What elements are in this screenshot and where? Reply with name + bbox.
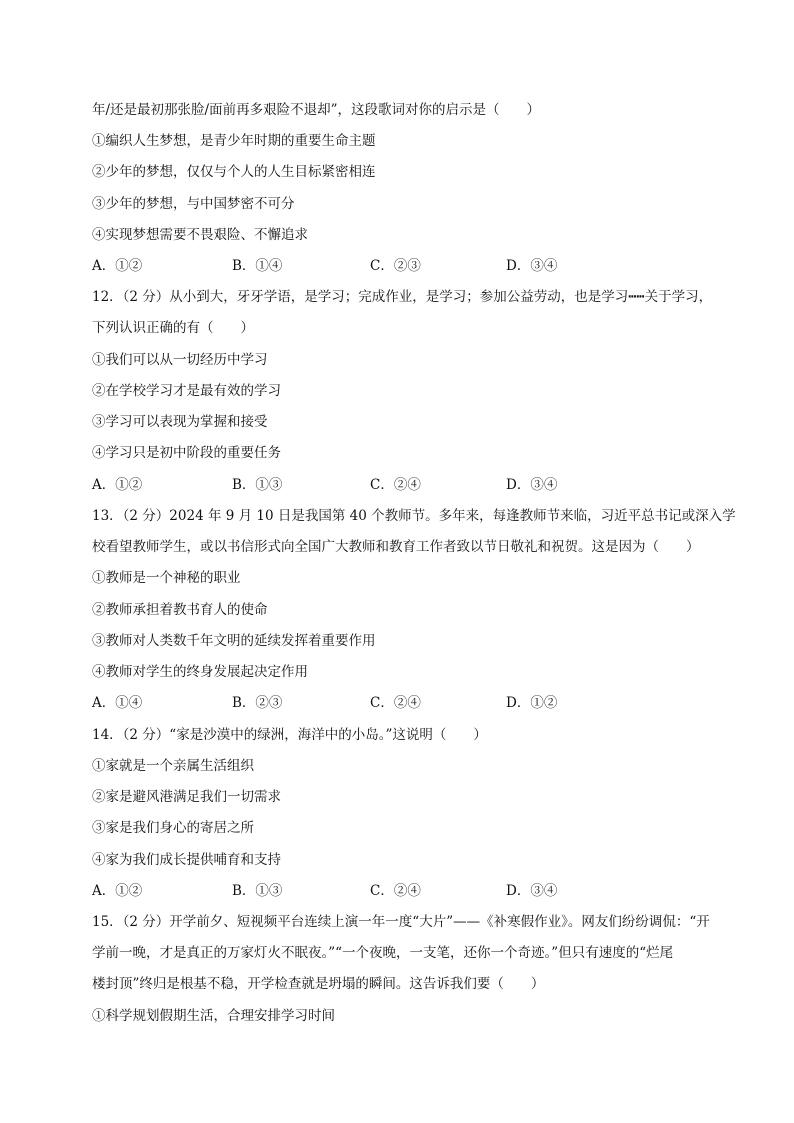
q12-choice-c[interactable]: C．②④ [370,477,421,493]
q12-choices [92,475,712,495]
q14-item-4: ④家为我们成长提供哺育和支持 [92,852,281,868]
q11-choice-c[interactable]: C．②③ [370,258,421,274]
q15-stem-line-3: 楼封顶”终归是根基不稳，开学检查就是坍塌的瞬间。这告诉我们要（ ） [92,976,545,992]
q14-choice-c[interactable]: C．②④ [370,883,421,899]
q11-item-4: ④实现梦想需要不畏艰险、不懈追求 [92,227,308,243]
q14-stem-line-1: 14．（2 分）“家是沙漠中的绿洲，海洋中的小岛。”这说明（ ） [92,727,487,743]
q13-choice-b[interactable]: B．②③ [232,695,283,711]
q14-choice-d[interactable]: D．③④ [506,883,558,899]
q12-stem-line-1: 12．（2 分）从小到大，牙牙学语，是学习；完成作业，是学习；参加公益劳动，也是学习┅┅关于学习， [92,289,713,305]
q12-choice-d[interactable]: D．③④ [506,477,558,493]
q13-item-2: ②教师承担着教书育人的使命 [92,602,268,618]
q12-item-3: ③学习可以表现为掌握和接受 [92,414,268,430]
q13-choice-c[interactable]: C．②④ [370,695,421,711]
q11-item-3: ③少年的梦想，与中国梦密不可分 [92,196,295,212]
q11-stem-continuation: 年/还是最初那张脸/面前再多艰险不退却”，这段歌词对你的启示是（ ） [92,102,540,118]
q12-item-1: ①我们可以从一切经历中学习 [92,352,268,368]
q13-item-4: ④教师对学生的终身发展起决定作用 [92,664,308,680]
q15-stem-line-1: 15．（2 分）开学前夕、短视频平台连续上演一年一度“大片”——《补寒假作业》。网友们纷纷调侃：“开 [92,914,710,930]
q13-item-1: ①教师是一个神秘的职业 [92,570,241,586]
q14-item-3: ③家是我们身心的寄居之所 [92,820,254,836]
q12-stem-line-2: 下列认识正确的有（ ） [92,320,254,336]
q14-item-1: ①家就是一个亲属生活组织 [92,758,254,774]
q11-choice-b[interactable]: B．①④ [232,258,283,274]
q13-stem-line-1: 13．（2 分）2024 年 9 月 10 日是我国第 40 个教师节。多年来，每逢教师节来临，习近平总书记或深入学 [92,508,736,524]
q14-choices [92,881,712,901]
q13-choice-a[interactable]: A．①④ [92,695,143,711]
q13-choice-d[interactable]: D．①② [506,695,558,711]
q13-stem-line-2: 校看望教师学生，或以书信形式向全国广大教师和教育工作者致以节日敬礼和祝贺。这是因为（ ） [92,539,700,555]
q13-item-3: ③教师对人类数千年文明的延续发挥着重要作用 [92,633,376,649]
q14-choice-a[interactable]: A．①② [92,883,143,899]
q11-choice-a[interactable]: A．①② [92,258,143,274]
q12-choice-a[interactable]: A．①② [92,477,143,493]
q14-choice-b[interactable]: B．①③ [232,883,283,899]
q15-stem-line-2: 学前一晚，才是真正的万家灯火不眠夜。”“一个夜晚，一支笔，还你一个奇迹。”但只有速度的“烂尾 [92,945,674,961]
q11-item-2: ②少年的梦想，仅仅与个人的人生目标紧密相连 [92,164,376,180]
q12-item-2: ②在学校学习才是最有效的学习 [92,383,281,399]
q11-choice-d[interactable]: D．③④ [506,258,558,274]
q12-item-4: ④学习只是初中阶段的重要任务 [92,445,281,461]
q12-choice-b[interactable]: B．①③ [232,477,283,493]
q11-choices [92,256,712,276]
q13-choices [92,693,712,713]
q11-item-1: ①编织人生梦想，是青少年时期的重要生命主题 [92,133,376,149]
q15-item-1: ①科学规划假期生活，合理安排学习时间 [92,1008,335,1024]
q14-item-2: ②家是避风港满足我们一切需求 [92,789,281,805]
